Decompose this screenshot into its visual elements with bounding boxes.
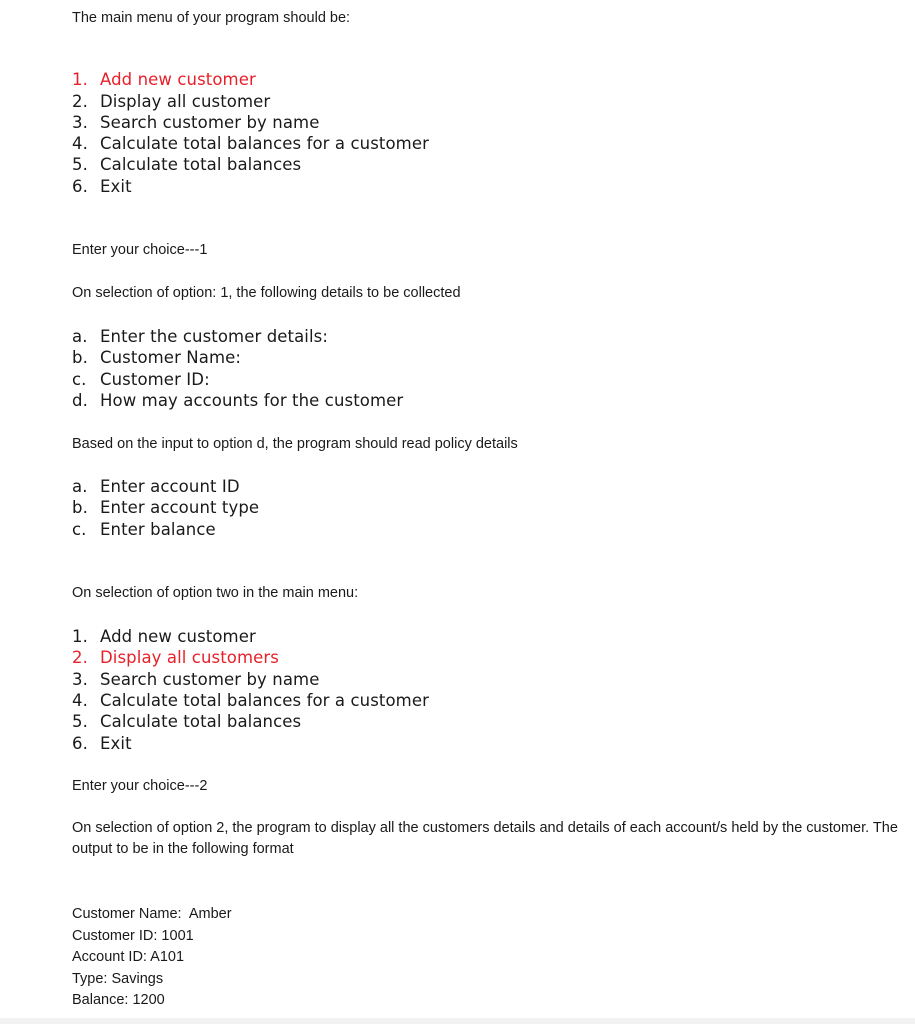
output-account-id: Account ID: A101 bbox=[72, 949, 185, 965]
menu1-item-add: 1. Add new customer bbox=[72, 70, 256, 89]
option-two-description: On selection of option 2, the program to display all the customers details and details of each account/s held by the customer. The output to be in the following format bbox=[72, 820, 898, 857]
menu2-item-exit: 6. Exit bbox=[72, 734, 132, 753]
details-item-c: c. Customer ID: bbox=[72, 370, 210, 389]
output-balance: Balance: 1200 bbox=[72, 992, 165, 1008]
menu2-item-search: 3. Search customer by name bbox=[72, 670, 320, 689]
menu2-item-total: 5. Calculate total balances bbox=[72, 712, 302, 731]
choice-one-text: Enter your choice---1 bbox=[72, 242, 208, 258]
details-item-a: a. Enter the customer details: bbox=[72, 327, 329, 346]
details-item-b: b. Customer Name: bbox=[72, 348, 242, 367]
menu2-item-total-customer: 4. Calculate total balances for a customer bbox=[72, 691, 429, 710]
menu1-item-display: 2. Display all customer bbox=[72, 92, 271, 111]
policy-text: Based on the input to option d, the program should read policy details bbox=[72, 436, 518, 452]
option-two-text: On selection of option two in the main menu: bbox=[72, 585, 359, 601]
policy-item-a: a. Enter account ID bbox=[72, 477, 240, 496]
option-one-text: On selection of option: 1, the following details to be collected bbox=[72, 285, 461, 301]
menu2-item-add: 1. Add new customer bbox=[72, 627, 256, 646]
menu1-item-total: 5. Calculate total balances bbox=[72, 155, 302, 174]
output-customer-id: Customer ID: 1001 bbox=[72, 928, 194, 944]
policy-item-b: b. Enter account type bbox=[72, 498, 260, 517]
menu1-item-exit: 6. Exit bbox=[72, 177, 132, 196]
policy-item-c: c. Enter balance bbox=[72, 520, 216, 539]
output-type: Type: Savings bbox=[72, 971, 164, 987]
choice-two-text: Enter your choice---2 bbox=[72, 778, 208, 794]
menu2-item-display: 2. Display all customers bbox=[72, 648, 279, 667]
output-customer-name: Customer Name: Amber bbox=[72, 906, 232, 922]
menu1-item-total-customer: 4. Calculate total balances for a customer bbox=[72, 134, 429, 153]
intro-text: The main menu of your program should be: bbox=[72, 10, 351, 26]
page-bottom-edge bbox=[0, 1018, 915, 1024]
details-item-d: d. How may accounts for the customer bbox=[72, 391, 404, 410]
menu1-item-search: 3. Search customer by name bbox=[72, 113, 320, 132]
